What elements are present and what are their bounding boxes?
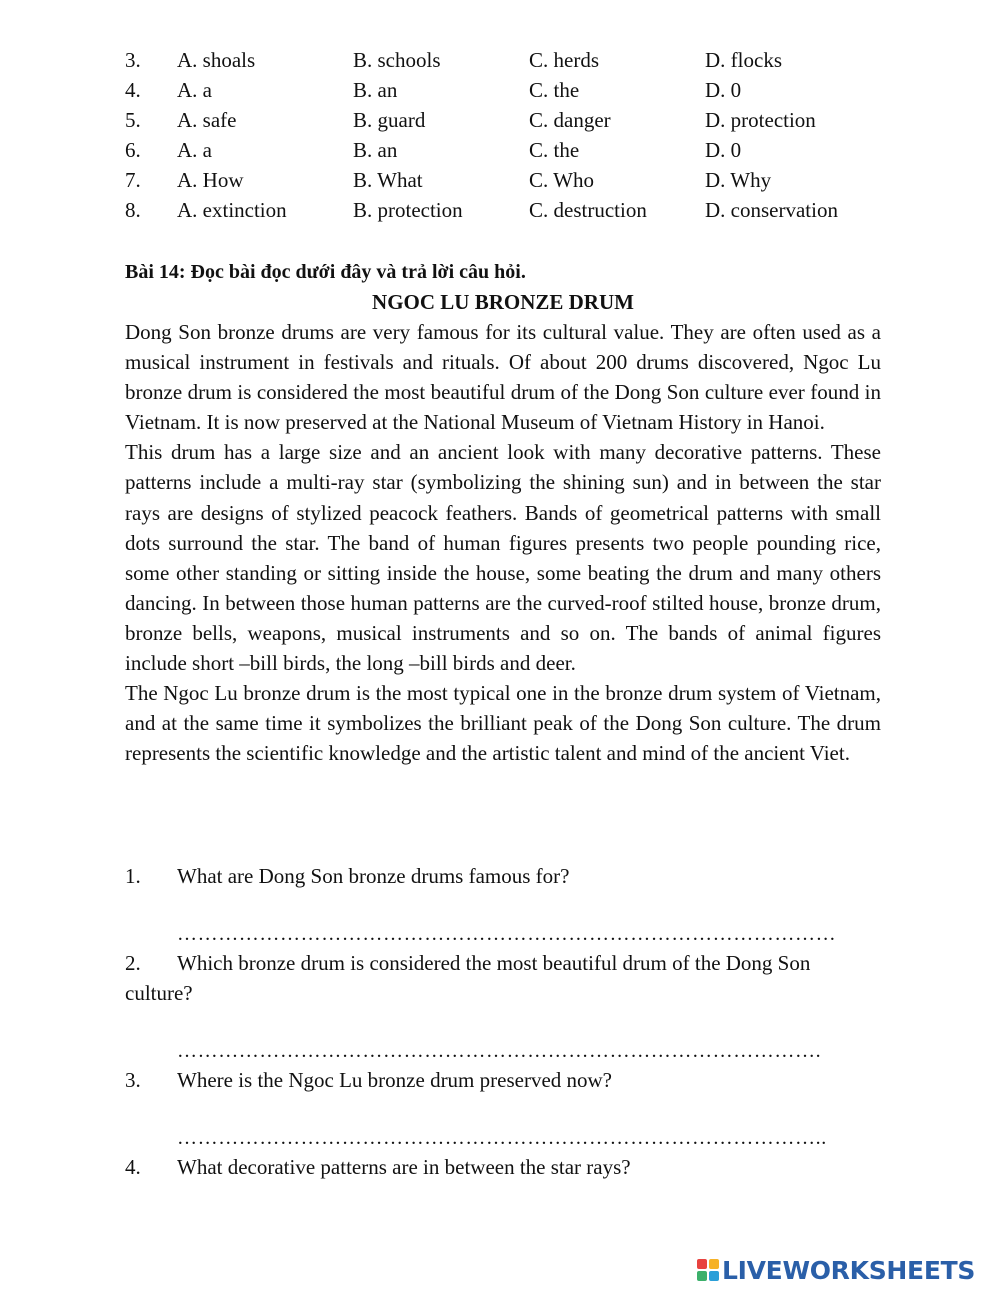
option-d: D. 0	[705, 78, 742, 102]
passage-paragraph-1: Dong Son bronze drums are very famous for its cultural value. They are often used as a musical instrument in festivals and rituals. Of about 200 drums discovered, Ngoc Lu bronze drum is considered the most beautiful drum of the Dong Son culture ever found in Vietnam. It is now preserved at the National Museum of Vietnam History in Hanoi.	[125, 320, 881, 435]
option-number: 3.	[125, 48, 141, 72]
option-number: 8.	[125, 198, 141, 222]
option-a: A. extinction	[177, 198, 287, 222]
option-b: B. schools	[353, 48, 441, 72]
question-3	[125, 1065, 881, 1095]
liveworksheets-logo	[697, 1255, 975, 1285]
option-number: 7.	[125, 168, 141, 192]
question-1	[125, 861, 881, 891]
answer-line-3[interactable]: …………………………………………………………………………………..	[177, 1127, 827, 1149]
option-number: 5.	[125, 108, 141, 132]
option-c: C. destruction	[529, 198, 647, 222]
option-c: C. Who	[529, 168, 594, 192]
option-c: C. the	[529, 138, 580, 162]
section-title: Bài 14: Đọc bài đọc dưới đây và trả lời câu hỏi.	[125, 261, 526, 283]
option-b: B. an	[353, 138, 398, 162]
question-text: What decorative patterns are in between the star rays?	[177, 1155, 631, 1179]
option-b: B. protection	[353, 198, 463, 222]
option-b: B. guard	[353, 108, 426, 132]
option-c: C. the	[529, 78, 580, 102]
option-c: C. herds	[529, 48, 599, 72]
liveworksheets-mark-icon	[697, 1259, 719, 1281]
option-a: A. safe	[177, 108, 237, 132]
option-number: 4.	[125, 78, 141, 102]
passage-paragraph-2: This drum has a large size and an ancient look with many decorative patterns. These patterns include a multi-ray star (symbolizing the shining sun) and in between the star rays are designs of stylized peacock feathers. Bands of geometrical patterns with small dots surround the star. The band of human figures presents two people pounding rice, some other standing or sitting inside the house, some beating the drum and many others dancing. In between those human patterns are the curved-roof stilted house, bronze drum, bronze bells, weapons, musical instruments and so on. The bands of animal figures include short –bill birds, the long –bill birds and deer.	[125, 440, 881, 676]
option-b: B. an	[353, 78, 398, 102]
option-b: B. What	[353, 168, 423, 192]
option-a: A. a	[177, 78, 212, 102]
option-a: A. How	[177, 168, 244, 192]
passage-title: NGOC LU BRONZE DRUM	[372, 290, 634, 314]
question-text: Which bronze drum is considered the most beautiful drum of the Dong Son culture?	[125, 951, 811, 1005]
answer-line-1[interactable]: ……………………………………………………………………………………	[177, 923, 837, 945]
question-text: Where is the Ngoc Lu bronze drum preserved now?	[177, 1068, 613, 1092]
option-d: D. conservation	[705, 198, 838, 222]
question-text: What are Dong Son bronze drums famous for?	[177, 864, 570, 888]
option-c: C. danger	[529, 108, 611, 132]
question-number: 4.	[125, 1155, 141, 1179]
question-number: 2.	[125, 951, 141, 975]
question-number: 1.	[125, 864, 141, 888]
option-d: D. flocks	[705, 48, 782, 72]
answer-line-2[interactable]: ………………………………………………………………………………….	[177, 1040, 822, 1062]
option-d: D. protection	[705, 108, 816, 132]
question-number: 3.	[125, 1068, 141, 1092]
logo-text: LIVEWORKSHEETS	[722, 1255, 976, 1285]
option-d: D. Why	[705, 168, 772, 192]
option-d: D. 0	[705, 138, 742, 162]
reading-passage	[125, 317, 881, 768]
question-4	[125, 1152, 881, 1182]
option-a: A. a	[177, 138, 212, 162]
option-a: A. shoals	[177, 48, 256, 72]
question-2	[125, 948, 881, 1008]
option-number: 6.	[125, 138, 141, 162]
passage-paragraph-3: The Ngoc Lu bronze drum is the most typical one in the bronze drum system of Vietnam, and at the same time it symbolizes the brilliant peak of the Dong Son culture. The drum represents the scientific knowledge and the artistic talent and mind of the ancient Viet.	[125, 681, 881, 766]
